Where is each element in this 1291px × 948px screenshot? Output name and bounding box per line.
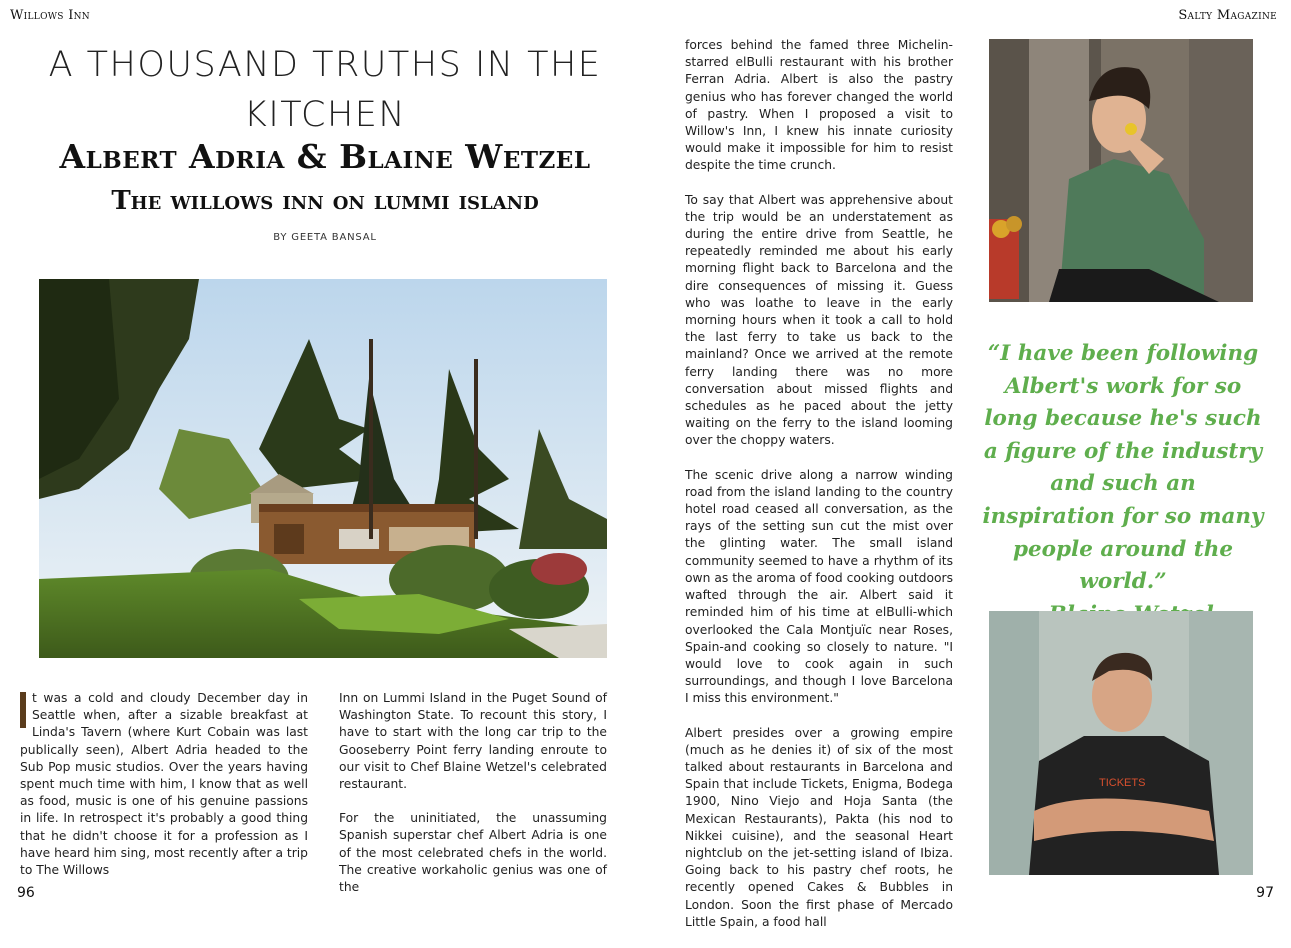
pull-quote (982, 338, 1264, 631)
body-paragraph: Inn on Lummi Island in the Puget Sound of Washington State. To recount this story, I have to start with the long car trip to the Gooseberry Point ferry landing enroute to our visit to Chef Blaine Wetzel's celebrated restaurant. (339, 691, 607, 792)
page-number-right: 97 (1256, 885, 1274, 901)
inn-photo (39, 279, 607, 658)
shirt-logo-text: TICKETS (1099, 777, 1146, 789)
albert-adria-photo (989, 611, 1253, 875)
quote-text: “I have been following Albert's work for so long because he's such a figure of the industry and such an inspiration for so many people around the world.” (982, 341, 1264, 595)
body-paragraph: forces behind the famed three Michelin-starred elBulli restaurant with his brother Ferran Adria. Albert is also the pastry genius who has forever changed the world of pastry. When I proposed a visit to Willow's Inn, I knew his innate curiosity would make it impossible for him to resist despite the time crunch. (685, 38, 953, 173)
drop-cap (20, 692, 26, 728)
body-paragraph: The scenic drive along a narrow winding road from the island landing to the country hotel road ceased all conversation, as the rays of the setting sun cut the mist over the glinting water. The small island community seemed to have a rhythm of its own as the aroma of food cooking outdoors wafted through the air. Albert said it reminded him of his time at elBulli-which overlooked the Cala Montjuïc near Roses, Spain-and cooking so closely to nature. "I would love to cook again in such surroundings, and though I love Barcelona I miss this environment." (685, 467, 953, 706)
byline: BY GEETA BANSAL (273, 232, 377, 243)
albert-illustration (989, 611, 1253, 875)
magazine-section-label: Willows Inn (10, 8, 90, 23)
article-title: A THOUSAND TRUTHS IN THE KITCHEN (48, 45, 602, 135)
article-subtitle: Albert Adria & Blaine Wetzel (59, 137, 591, 176)
inn-illustration (39, 279, 607, 658)
blaine-illustration (989, 39, 1253, 302)
body-paragraph (20, 690, 308, 879)
body-column-3 (685, 37, 953, 948)
body-column-1 (20, 690, 308, 896)
paragraph-text: t was a cold and cloudy December day in Seattle when, after a sizable breakfast at Linda's Tavern (where Kurt Cobain was last publically seen), Albert Adria headed to the Sub Pop music studios. Over the years having spent much time with him, I know that as well as food, music is one of his genuine passions in life. In retrospect it's probably a good thing that he didn't choose it for a profession as I have heard him sing, most recently after a trip to The Willows (20, 691, 308, 878)
blaine-wetzel-photo (989, 39, 1253, 302)
body-paragraph: To say that Albert was apprehensive about the trip would be an understatement as during the entire drive from Seattle, he repeatedly reminded me about his early morning flight back to Barcelona and the dire consequences of missing it. Guess who was loathe to leave in the early morning hours when it took a call to hold the last ferry to take us back to the mainland? Once we arrived at the remote ferry landing there was no more conversation about missed flights and schedules as he paced about the jetty waiting on the ferry to the island looming over the choppy waters. (685, 192, 953, 448)
body-paragraph: For the uninitiated, the unassuming Spanish superstar chef Albert Adria is one of the most celebrated chefs in the world. The creative workaholic genius was one of the (339, 811, 607, 895)
magazine-name: Salty Magazine (1178, 8, 1277, 23)
body-column-2 (339, 690, 607, 913)
article-location: The willows inn on lummi island (111, 186, 539, 216)
body-paragraph: Albert presides over a growing empire (much as he denies it) of six of the most talked about restaurants in Barcelona and Spain that include Tickets, Enigma, Bodega 1900, Nino Viejo and Hoja Santa (the Mexican Restaurants), Pakta (his nod to Nikkei cuisine), and the seasonal Heart nightclub on the jet-setting island of Ibiza. Going back to his pastry chef roots, he recently opened Cakes & Bubbles in London. Soon the first phase of Mercado Little Spain, a food hall (685, 725, 953, 929)
page-number-left: 96 (17, 885, 35, 901)
